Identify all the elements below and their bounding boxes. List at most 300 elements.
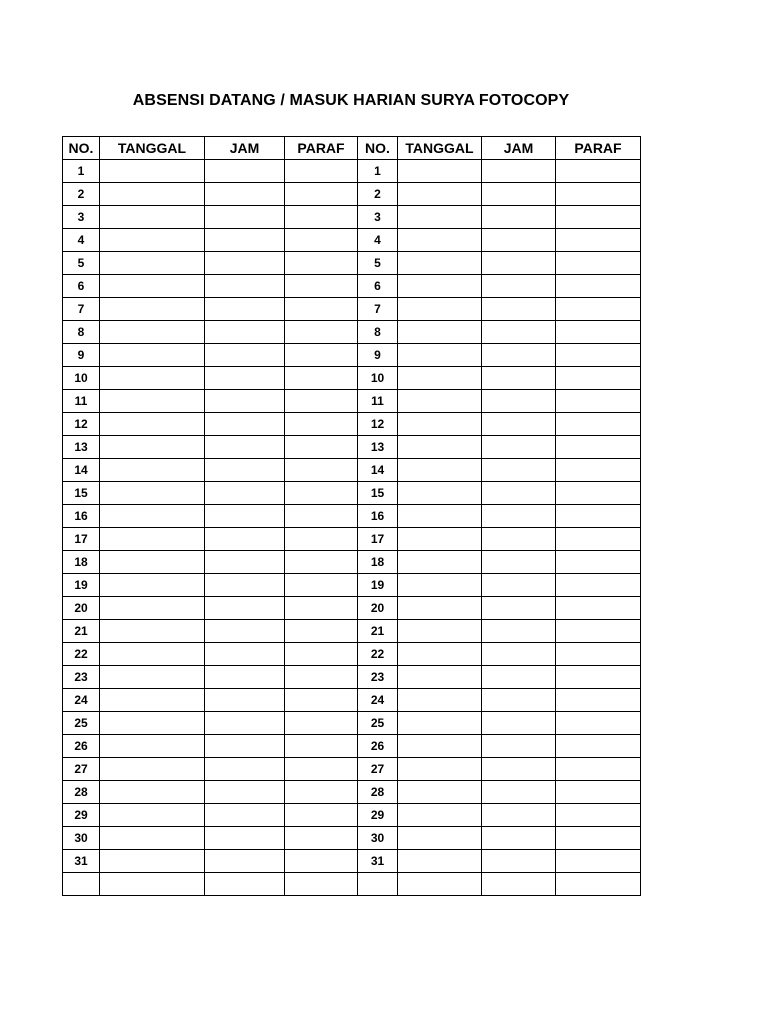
row-number-right: 9 bbox=[358, 344, 398, 367]
tanggal-cell-right[interactable] bbox=[398, 528, 482, 551]
paraf-cell-right[interactable] bbox=[556, 459, 641, 482]
paraf-cell-left[interactable] bbox=[285, 735, 358, 758]
tanggal-cell-left[interactable] bbox=[100, 620, 205, 643]
jam-cell-left[interactable] bbox=[205, 160, 285, 183]
row-number-left: 21 bbox=[63, 620, 100, 643]
tanggal-cell-right[interactable] bbox=[398, 252, 482, 275]
table-row bbox=[63, 367, 641, 390]
table-row bbox=[63, 689, 641, 712]
paraf-cell-left[interactable] bbox=[285, 482, 358, 505]
header-no-right: NO. bbox=[358, 137, 398, 160]
tanggal-cell-left[interactable] bbox=[100, 482, 205, 505]
tanggal-cell-right[interactable] bbox=[398, 229, 482, 252]
jam-cell-right[interactable] bbox=[482, 827, 556, 850]
jam-cell-right[interactable] bbox=[482, 160, 556, 183]
jam-cell-right[interactable] bbox=[482, 436, 556, 459]
jam-cell-right[interactable] bbox=[482, 666, 556, 689]
paraf-cell-right[interactable] bbox=[556, 436, 641, 459]
paraf-cell-left[interactable] bbox=[285, 229, 358, 252]
paraf-cell-left[interactable] bbox=[285, 390, 358, 413]
table-row bbox=[63, 344, 641, 367]
jam-cell-left[interactable] bbox=[205, 275, 285, 298]
row-number-right: 22 bbox=[358, 643, 398, 666]
paraf-cell-right[interactable] bbox=[556, 574, 641, 597]
tanggal-cell-right[interactable] bbox=[398, 367, 482, 390]
table-row bbox=[63, 827, 641, 850]
row-number-right: 18 bbox=[358, 551, 398, 574]
jam-cell-left[interactable] bbox=[205, 344, 285, 367]
paraf-cell-right[interactable] bbox=[556, 666, 641, 689]
tanggal-cell-right[interactable] bbox=[398, 804, 482, 827]
row-number-left: 29 bbox=[63, 804, 100, 827]
header-no-left: NO. bbox=[63, 137, 100, 160]
row-number-left: 17 bbox=[63, 528, 100, 551]
jam-cell-left[interactable] bbox=[205, 781, 285, 804]
paraf-cell-left[interactable] bbox=[285, 321, 358, 344]
paraf-cell-left[interactable] bbox=[285, 827, 358, 850]
tanggal-cell-right[interactable] bbox=[398, 298, 482, 321]
jam-cell-left[interactable] bbox=[205, 804, 285, 827]
tanggal-cell-left[interactable] bbox=[100, 827, 205, 850]
paraf-cell-left[interactable] bbox=[285, 850, 358, 873]
paraf-cell-right[interactable] bbox=[556, 712, 641, 735]
tanggal-cell-right[interactable] bbox=[398, 643, 482, 666]
table-row bbox=[63, 298, 641, 321]
tanggal-cell-left[interactable] bbox=[100, 298, 205, 321]
row-number-left: 6 bbox=[63, 275, 100, 298]
row-number-left bbox=[63, 873, 100, 896]
row-number-left: 20 bbox=[63, 597, 100, 620]
jam-cell-left[interactable] bbox=[205, 873, 285, 896]
jam-cell-right[interactable] bbox=[482, 505, 556, 528]
row-number-left: 28 bbox=[63, 781, 100, 804]
tanggal-cell-right[interactable] bbox=[398, 390, 482, 413]
paraf-cell-right[interactable] bbox=[556, 689, 641, 712]
tanggal-cell-left[interactable] bbox=[100, 551, 205, 574]
paraf-cell-right[interactable] bbox=[556, 827, 641, 850]
row-number-left: 24 bbox=[63, 689, 100, 712]
row-number-right: 14 bbox=[358, 459, 398, 482]
row-number-left: 3 bbox=[63, 206, 100, 229]
row-number-right: 3 bbox=[358, 206, 398, 229]
jam-cell-left[interactable] bbox=[205, 574, 285, 597]
tanggal-cell-right[interactable] bbox=[398, 735, 482, 758]
tanggal-cell-left[interactable] bbox=[100, 643, 205, 666]
tanggal-cell-left[interactable] bbox=[100, 459, 205, 482]
table-body bbox=[63, 160, 641, 896]
attendance-table bbox=[62, 136, 641, 896]
jam-cell-left[interactable] bbox=[205, 390, 285, 413]
header-row bbox=[63, 137, 641, 160]
jam-cell-left[interactable] bbox=[205, 620, 285, 643]
row-number-right: 5 bbox=[358, 252, 398, 275]
header-paraf-right: PARAF bbox=[556, 137, 641, 160]
paraf-cell-right[interactable] bbox=[556, 298, 641, 321]
row-number-right: 24 bbox=[358, 689, 398, 712]
tanggal-cell-right[interactable] bbox=[398, 758, 482, 781]
paraf-cell-left[interactable] bbox=[285, 551, 358, 574]
document-title: ABSENSI DATANG / MASUK HARIAN SURYA FOTOCOPY bbox=[132, 92, 570, 109]
paraf-cell-right[interactable] bbox=[556, 344, 641, 367]
row-number-left: 18 bbox=[63, 551, 100, 574]
row-number-right: 2 bbox=[358, 183, 398, 206]
paraf-cell-right[interactable] bbox=[556, 781, 641, 804]
paraf-cell-right[interactable] bbox=[556, 850, 641, 873]
paraf-cell-left[interactable] bbox=[285, 781, 358, 804]
tanggal-cell-right[interactable] bbox=[398, 574, 482, 597]
row-number-right: 6 bbox=[358, 275, 398, 298]
tanggal-cell-right[interactable] bbox=[398, 344, 482, 367]
row-number-left: 9 bbox=[63, 344, 100, 367]
jam-cell-left[interactable] bbox=[205, 413, 285, 436]
jam-cell-right[interactable] bbox=[482, 620, 556, 643]
paraf-cell-left[interactable] bbox=[285, 620, 358, 643]
table-row bbox=[63, 160, 641, 183]
tanggal-cell-right[interactable] bbox=[398, 160, 482, 183]
row-number-right: 12 bbox=[358, 413, 398, 436]
paraf-cell-left[interactable] bbox=[285, 505, 358, 528]
tanggal-cell-right[interactable] bbox=[398, 275, 482, 298]
row-number-left: 15 bbox=[63, 482, 100, 505]
tanggal-cell-right[interactable] bbox=[398, 505, 482, 528]
jam-cell-left[interactable] bbox=[205, 827, 285, 850]
paraf-cell-right[interactable] bbox=[556, 643, 641, 666]
paraf-cell-right[interactable] bbox=[556, 620, 641, 643]
tanggal-cell-left[interactable] bbox=[100, 229, 205, 252]
row-number-right: 4 bbox=[358, 229, 398, 252]
tanggal-cell-left[interactable] bbox=[100, 436, 205, 459]
paraf-cell-right[interactable] bbox=[556, 528, 641, 551]
row-number-right: 17 bbox=[358, 528, 398, 551]
table-row bbox=[63, 252, 641, 275]
paraf-cell-right[interactable] bbox=[556, 321, 641, 344]
jam-cell-right[interactable] bbox=[482, 390, 556, 413]
row-number-right: 28 bbox=[358, 781, 398, 804]
paraf-cell-left[interactable] bbox=[285, 436, 358, 459]
tanggal-cell-right[interactable] bbox=[398, 689, 482, 712]
paraf-cell-right[interactable] bbox=[556, 873, 641, 896]
table-row bbox=[63, 712, 641, 735]
tanggal-cell-right[interactable] bbox=[398, 850, 482, 873]
tanggal-cell-left[interactable] bbox=[100, 275, 205, 298]
tanggal-cell-left[interactable] bbox=[100, 689, 205, 712]
table-row bbox=[63, 183, 641, 206]
table-row bbox=[63, 482, 641, 505]
paraf-cell-right[interactable] bbox=[556, 758, 641, 781]
jam-cell-left[interactable] bbox=[205, 459, 285, 482]
tanggal-cell-right[interactable] bbox=[398, 666, 482, 689]
row-number-right: 13 bbox=[358, 436, 398, 459]
jam-cell-right[interactable] bbox=[482, 367, 556, 390]
jam-cell-left[interactable] bbox=[205, 298, 285, 321]
jam-cell-right[interactable] bbox=[482, 574, 556, 597]
row-number-left: 19 bbox=[63, 574, 100, 597]
tanggal-cell-left[interactable] bbox=[100, 873, 205, 896]
jam-cell-left[interactable] bbox=[205, 321, 285, 344]
jam-cell-right[interactable] bbox=[482, 206, 556, 229]
row-number-left: 10 bbox=[63, 367, 100, 390]
header-tanggal-left: TANGGAL bbox=[100, 137, 205, 160]
jam-cell-right[interactable] bbox=[482, 459, 556, 482]
row-number-left: 4 bbox=[63, 229, 100, 252]
tanggal-cell-left[interactable] bbox=[100, 367, 205, 390]
row-number-left: 8 bbox=[63, 321, 100, 344]
table-row bbox=[63, 551, 641, 574]
paraf-cell-left[interactable] bbox=[285, 160, 358, 183]
jam-cell-left[interactable] bbox=[205, 229, 285, 252]
paraf-cell-left[interactable] bbox=[285, 252, 358, 275]
paraf-cell-left[interactable] bbox=[285, 804, 358, 827]
header-jam-right: JAM bbox=[482, 137, 556, 160]
row-number-left: 27 bbox=[63, 758, 100, 781]
tanggal-cell-left[interactable] bbox=[100, 160, 205, 183]
header-paraf-left: PARAF bbox=[285, 137, 358, 160]
tanggal-cell-left[interactable] bbox=[100, 597, 205, 620]
tanggal-cell-right[interactable] bbox=[398, 781, 482, 804]
row-number-right: 25 bbox=[358, 712, 398, 735]
tanggal-cell-right[interactable] bbox=[398, 459, 482, 482]
row-number-right: 16 bbox=[358, 505, 398, 528]
jam-cell-right[interactable] bbox=[482, 873, 556, 896]
tanggal-cell-left[interactable] bbox=[100, 850, 205, 873]
table-row bbox=[63, 735, 641, 758]
row-number-right: 21 bbox=[358, 620, 398, 643]
table-row bbox=[63, 643, 641, 666]
paraf-cell-left[interactable] bbox=[285, 344, 358, 367]
tanggal-cell-left[interactable] bbox=[100, 252, 205, 275]
jam-cell-right[interactable] bbox=[482, 597, 556, 620]
jam-cell-right[interactable] bbox=[482, 528, 556, 551]
paraf-cell-left[interactable] bbox=[285, 666, 358, 689]
jam-cell-left[interactable] bbox=[205, 712, 285, 735]
row-number-left: 26 bbox=[63, 735, 100, 758]
paraf-cell-right[interactable] bbox=[556, 735, 641, 758]
jam-cell-right[interactable] bbox=[482, 804, 556, 827]
paraf-cell-left[interactable] bbox=[285, 597, 358, 620]
paraf-cell-left[interactable] bbox=[285, 206, 358, 229]
table-row bbox=[63, 206, 641, 229]
tanggal-cell-right[interactable] bbox=[398, 206, 482, 229]
table-row bbox=[63, 229, 641, 252]
header-jam-left: JAM bbox=[205, 137, 285, 160]
jam-cell-right[interactable] bbox=[482, 850, 556, 873]
row-number-left: 31 bbox=[63, 850, 100, 873]
table-row bbox=[63, 275, 641, 298]
jam-cell-left[interactable] bbox=[205, 436, 285, 459]
jam-cell-left[interactable] bbox=[205, 183, 285, 206]
table-row bbox=[63, 620, 641, 643]
tanggal-cell-left[interactable] bbox=[100, 735, 205, 758]
row-number-right: 1 bbox=[358, 160, 398, 183]
jam-cell-right[interactable] bbox=[482, 344, 556, 367]
jam-cell-left[interactable] bbox=[205, 551, 285, 574]
tanggal-cell-left[interactable] bbox=[100, 666, 205, 689]
paraf-cell-left[interactable] bbox=[285, 367, 358, 390]
header-tanggal-right: TANGGAL bbox=[398, 137, 482, 160]
row-number-left: 30 bbox=[63, 827, 100, 850]
jam-cell-right[interactable] bbox=[482, 482, 556, 505]
row-number-right: 19 bbox=[358, 574, 398, 597]
jam-cell-left[interactable] bbox=[205, 206, 285, 229]
row-number-left: 14 bbox=[63, 459, 100, 482]
tanggal-cell-right[interactable] bbox=[398, 712, 482, 735]
jam-cell-left[interactable] bbox=[205, 482, 285, 505]
jam-cell-left[interactable] bbox=[205, 850, 285, 873]
jam-cell-left[interactable] bbox=[205, 252, 285, 275]
table-row bbox=[63, 321, 641, 344]
tanggal-cell-right[interactable] bbox=[398, 321, 482, 344]
row-number-left: 7 bbox=[63, 298, 100, 321]
jam-cell-right[interactable] bbox=[482, 643, 556, 666]
tanggal-cell-right[interactable] bbox=[398, 482, 482, 505]
row-number-left: 16 bbox=[63, 505, 100, 528]
jam-cell-right[interactable] bbox=[482, 758, 556, 781]
row-number-right: 10 bbox=[358, 367, 398, 390]
row-number-right: 27 bbox=[358, 758, 398, 781]
jam-cell-right[interactable] bbox=[482, 298, 556, 321]
jam-cell-left[interactable] bbox=[205, 528, 285, 551]
paraf-cell-left[interactable] bbox=[285, 873, 358, 896]
jam-cell-right[interactable] bbox=[482, 551, 556, 574]
row-number-right bbox=[358, 873, 398, 896]
row-number-left: 2 bbox=[63, 183, 100, 206]
row-number-right: 31 bbox=[358, 850, 398, 873]
jam-cell-left[interactable] bbox=[205, 735, 285, 758]
tanggal-cell-left[interactable] bbox=[100, 804, 205, 827]
table-row bbox=[63, 804, 641, 827]
tanggal-cell-left[interactable] bbox=[100, 781, 205, 804]
paraf-cell-right[interactable] bbox=[556, 551, 641, 574]
row-number-right: 26 bbox=[358, 735, 398, 758]
table-row bbox=[63, 436, 641, 459]
jam-cell-right[interactable] bbox=[482, 689, 556, 712]
row-number-right: 8 bbox=[358, 321, 398, 344]
jam-cell-right[interactable] bbox=[482, 183, 556, 206]
row-number-left: 23 bbox=[63, 666, 100, 689]
row-number-right: 20 bbox=[358, 597, 398, 620]
table-row bbox=[63, 505, 641, 528]
paraf-cell-right[interactable] bbox=[556, 252, 641, 275]
row-number-left: 22 bbox=[63, 643, 100, 666]
jam-cell-right[interactable] bbox=[482, 735, 556, 758]
row-number-left: 12 bbox=[63, 413, 100, 436]
jam-cell-right[interactable] bbox=[482, 252, 556, 275]
row-number-left: 25 bbox=[63, 712, 100, 735]
paraf-cell-right[interactable] bbox=[556, 229, 641, 252]
jam-cell-left[interactable] bbox=[205, 597, 285, 620]
paraf-cell-right[interactable] bbox=[556, 183, 641, 206]
row-number-right: 7 bbox=[358, 298, 398, 321]
row-number-left: 13 bbox=[63, 436, 100, 459]
paraf-cell-right[interactable] bbox=[556, 505, 641, 528]
table-row bbox=[63, 781, 641, 804]
table-row bbox=[63, 873, 641, 896]
row-number-left: 11 bbox=[63, 390, 100, 413]
paraf-cell-left[interactable] bbox=[285, 758, 358, 781]
paraf-cell-right[interactable] bbox=[556, 390, 641, 413]
jam-cell-right[interactable] bbox=[482, 712, 556, 735]
row-number-right: 23 bbox=[358, 666, 398, 689]
table-row bbox=[63, 413, 641, 436]
paraf-cell-left[interactable] bbox=[285, 413, 358, 436]
table-row bbox=[63, 459, 641, 482]
tanggal-cell-left[interactable] bbox=[100, 183, 205, 206]
jam-cell-right[interactable] bbox=[482, 229, 556, 252]
paraf-cell-right[interactable] bbox=[556, 597, 641, 620]
table-row bbox=[63, 528, 641, 551]
jam-cell-left[interactable] bbox=[205, 643, 285, 666]
table-row bbox=[63, 574, 641, 597]
paraf-cell-right[interactable] bbox=[556, 367, 641, 390]
table-row bbox=[63, 390, 641, 413]
tanggal-cell-left[interactable] bbox=[100, 344, 205, 367]
row-number-left: 1 bbox=[63, 160, 100, 183]
paraf-cell-left[interactable] bbox=[285, 712, 358, 735]
paraf-cell-left[interactable] bbox=[285, 183, 358, 206]
paraf-cell-left[interactable] bbox=[285, 643, 358, 666]
paraf-cell-left[interactable] bbox=[285, 528, 358, 551]
jam-cell-right[interactable] bbox=[482, 781, 556, 804]
tanggal-cell-right[interactable] bbox=[398, 873, 482, 896]
tanggal-cell-right[interactable] bbox=[398, 183, 482, 206]
row-number-right: 15 bbox=[358, 482, 398, 505]
tanggal-cell-right[interactable] bbox=[398, 827, 482, 850]
paraf-cell-left[interactable] bbox=[285, 459, 358, 482]
row-number-right: 29 bbox=[358, 804, 398, 827]
jam-cell-left[interactable] bbox=[205, 758, 285, 781]
row-number-right: 30 bbox=[358, 827, 398, 850]
jam-cell-left[interactable] bbox=[205, 367, 285, 390]
tanggal-cell-right[interactable] bbox=[398, 413, 482, 436]
table-row bbox=[63, 597, 641, 620]
tanggal-cell-right[interactable] bbox=[398, 597, 482, 620]
table-row bbox=[63, 666, 641, 689]
row-number-right: 11 bbox=[358, 390, 398, 413]
row-number-left: 5 bbox=[63, 252, 100, 275]
paraf-cell-right[interactable] bbox=[556, 413, 641, 436]
jam-cell-left[interactable] bbox=[205, 666, 285, 689]
tanggal-cell-left[interactable] bbox=[100, 758, 205, 781]
tanggal-cell-left[interactable] bbox=[100, 413, 205, 436]
tanggal-cell-left[interactable] bbox=[100, 574, 205, 597]
paraf-cell-right[interactable] bbox=[556, 482, 641, 505]
tanggal-cell-right[interactable] bbox=[398, 551, 482, 574]
tanggal-cell-left[interactable] bbox=[100, 206, 205, 229]
paraf-cell-left[interactable] bbox=[285, 689, 358, 712]
tanggal-cell-left[interactable] bbox=[100, 528, 205, 551]
jam-cell-left[interactable] bbox=[205, 689, 285, 712]
tanggal-cell-left[interactable] bbox=[100, 712, 205, 735]
table-row bbox=[63, 850, 641, 873]
paraf-cell-left[interactable] bbox=[285, 298, 358, 321]
jam-cell-right[interactable] bbox=[482, 275, 556, 298]
tanggal-cell-left[interactable] bbox=[100, 390, 205, 413]
paraf-cell-right[interactable] bbox=[556, 275, 641, 298]
tanggal-cell-left[interactable] bbox=[100, 505, 205, 528]
jam-cell-right[interactable] bbox=[482, 413, 556, 436]
paraf-cell-left[interactable] bbox=[285, 275, 358, 298]
tanggal-cell-right[interactable] bbox=[398, 620, 482, 643]
paraf-cell-right[interactable] bbox=[556, 804, 641, 827]
table-row bbox=[63, 758, 641, 781]
tanggal-cell-left[interactable] bbox=[100, 321, 205, 344]
paraf-cell-right[interactable] bbox=[556, 160, 641, 183]
jam-cell-left[interactable] bbox=[205, 505, 285, 528]
tanggal-cell-right[interactable] bbox=[398, 436, 482, 459]
paraf-cell-left[interactable] bbox=[285, 574, 358, 597]
jam-cell-right[interactable] bbox=[482, 321, 556, 344]
paraf-cell-right[interactable] bbox=[556, 206, 641, 229]
